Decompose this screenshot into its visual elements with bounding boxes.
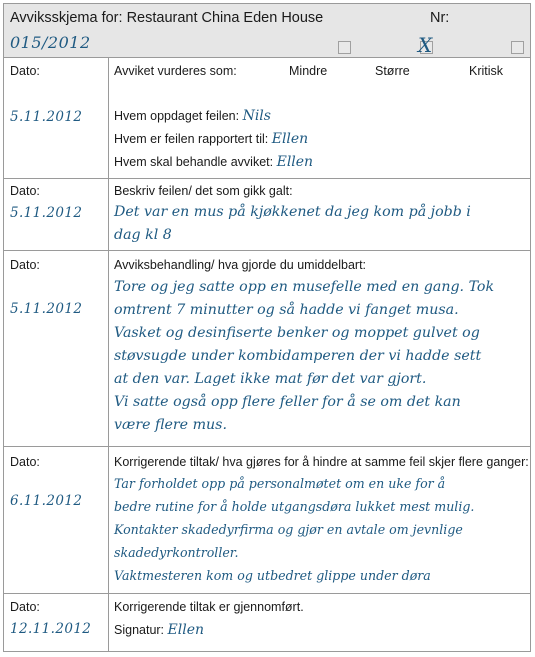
- severity-option-critical: Kritisk: [469, 64, 504, 78]
- date-value: 12.11.2012: [10, 621, 92, 637]
- severity-label: Avviket vurderes som:: [114, 64, 237, 78]
- text-line: at den var. Laget ikke mat før det var gjort.: [114, 371, 427, 387]
- date-column: [4, 251, 109, 446]
- form-title: Avviksskjema for: Restaurant China Eden House: [10, 10, 324, 26]
- date-value: 6.11.2012: [10, 493, 83, 509]
- severity-option-minor: Mindre: [289, 64, 328, 78]
- text-line: støvsugde under kombidamperen der vi hadde sett: [114, 348, 482, 364]
- corrective-action-label: Korrigerende tiltak/ hva gjøres for å hindre at samme feil skjer flere ganger:: [114, 455, 529, 469]
- description-label: Beskriv feilen/ det som gikk galt:: [114, 184, 293, 198]
- text-line: Vaktmesteren kom og utbedret glippe under døra: [114, 568, 431, 583]
- reported-label: Hvem er feilen rapportert til:: [114, 132, 269, 146]
- date-value: 5.11.2012: [10, 205, 83, 221]
- signature-value: Ellen: [167, 622, 204, 638]
- number-label: Nr:: [430, 10, 450, 26]
- reported-to-value: Ellen: [271, 131, 309, 147]
- discovered-by-value: Nils: [242, 108, 271, 124]
- discovered-label: Hvem oppdaget feilen:: [114, 109, 240, 123]
- date-label: Dato:: [10, 600, 40, 614]
- section-immediate-action: [4, 251, 530, 447]
- date-label: Dato:: [10, 258, 40, 272]
- severity-option-major: Større: [375, 64, 410, 78]
- text-line: bedre rutine for å holde utgangsdøra lukket mest mulig.: [114, 499, 475, 514]
- corrective-action-text: [114, 472, 474, 587]
- form-header: [4, 4, 530, 58]
- text-line: dag kl 8: [114, 227, 172, 243]
- date-value: 5.11.2012: [10, 109, 83, 125]
- section-corrective-action: [4, 447, 530, 594]
- handler-row: [114, 154, 313, 170]
- completion-label: Korrigerende tiltak er gjennomført.: [114, 600, 304, 614]
- immediate-action-label: Avviksbehandling/ hva gjorde du umiddelbart:: [114, 258, 367, 272]
- text-line: Tar forholdet opp på personalmøtet om en uke for å: [114, 476, 446, 491]
- text-line: Vi satte også opp flere feller for å se om det kan: [114, 394, 461, 410]
- date-label: Dato:: [10, 455, 40, 469]
- text-line: Tore og jeg satte opp en musefelle med en gang. Tok: [114, 279, 495, 295]
- text-line: Kontakter skadedyrfirma og gjør en avtale om jevnlige: [114, 522, 463, 537]
- section-description: [4, 179, 530, 251]
- date-label: Dato:: [10, 184, 40, 198]
- text-line: Det var en mus på kjøkkenet da jeg kom på jobb i: [114, 204, 471, 220]
- section-completion: [4, 594, 530, 651]
- section-assessment: [4, 57, 530, 179]
- checkbox-mark: X: [418, 33, 433, 57]
- severity-checkbox-critical[interactable]: [511, 41, 524, 54]
- text-line: omtrent 7 minutter og så hadde vi fanget musa.: [114, 302, 459, 318]
- severity-checkbox-minor[interactable]: [338, 41, 351, 54]
- deviation-form: [3, 3, 531, 652]
- description-text: [114, 201, 471, 247]
- handler-label: Hvem skal behandle avviket:: [114, 155, 274, 169]
- reported-row: [114, 131, 308, 147]
- text-line: skadedyrkontroller.: [114, 545, 239, 560]
- signature-label: Signatur:: [114, 623, 165, 637]
- discovered-row: [114, 108, 271, 124]
- text-line: Vasket og desinfiserte benker og moppet gulvet og: [114, 325, 480, 341]
- immediate-action-text: [114, 276, 494, 437]
- signature-row: [114, 622, 204, 638]
- form-number: 015/2012: [10, 33, 91, 52]
- date-label: Dato:: [10, 64, 40, 78]
- handled-by-value: Ellen: [276, 154, 314, 170]
- text-line: være flere mus.: [114, 417, 227, 433]
- severity-checkbox-major[interactable]: [418, 33, 433, 57]
- date-value: 5.11.2012: [10, 301, 83, 317]
